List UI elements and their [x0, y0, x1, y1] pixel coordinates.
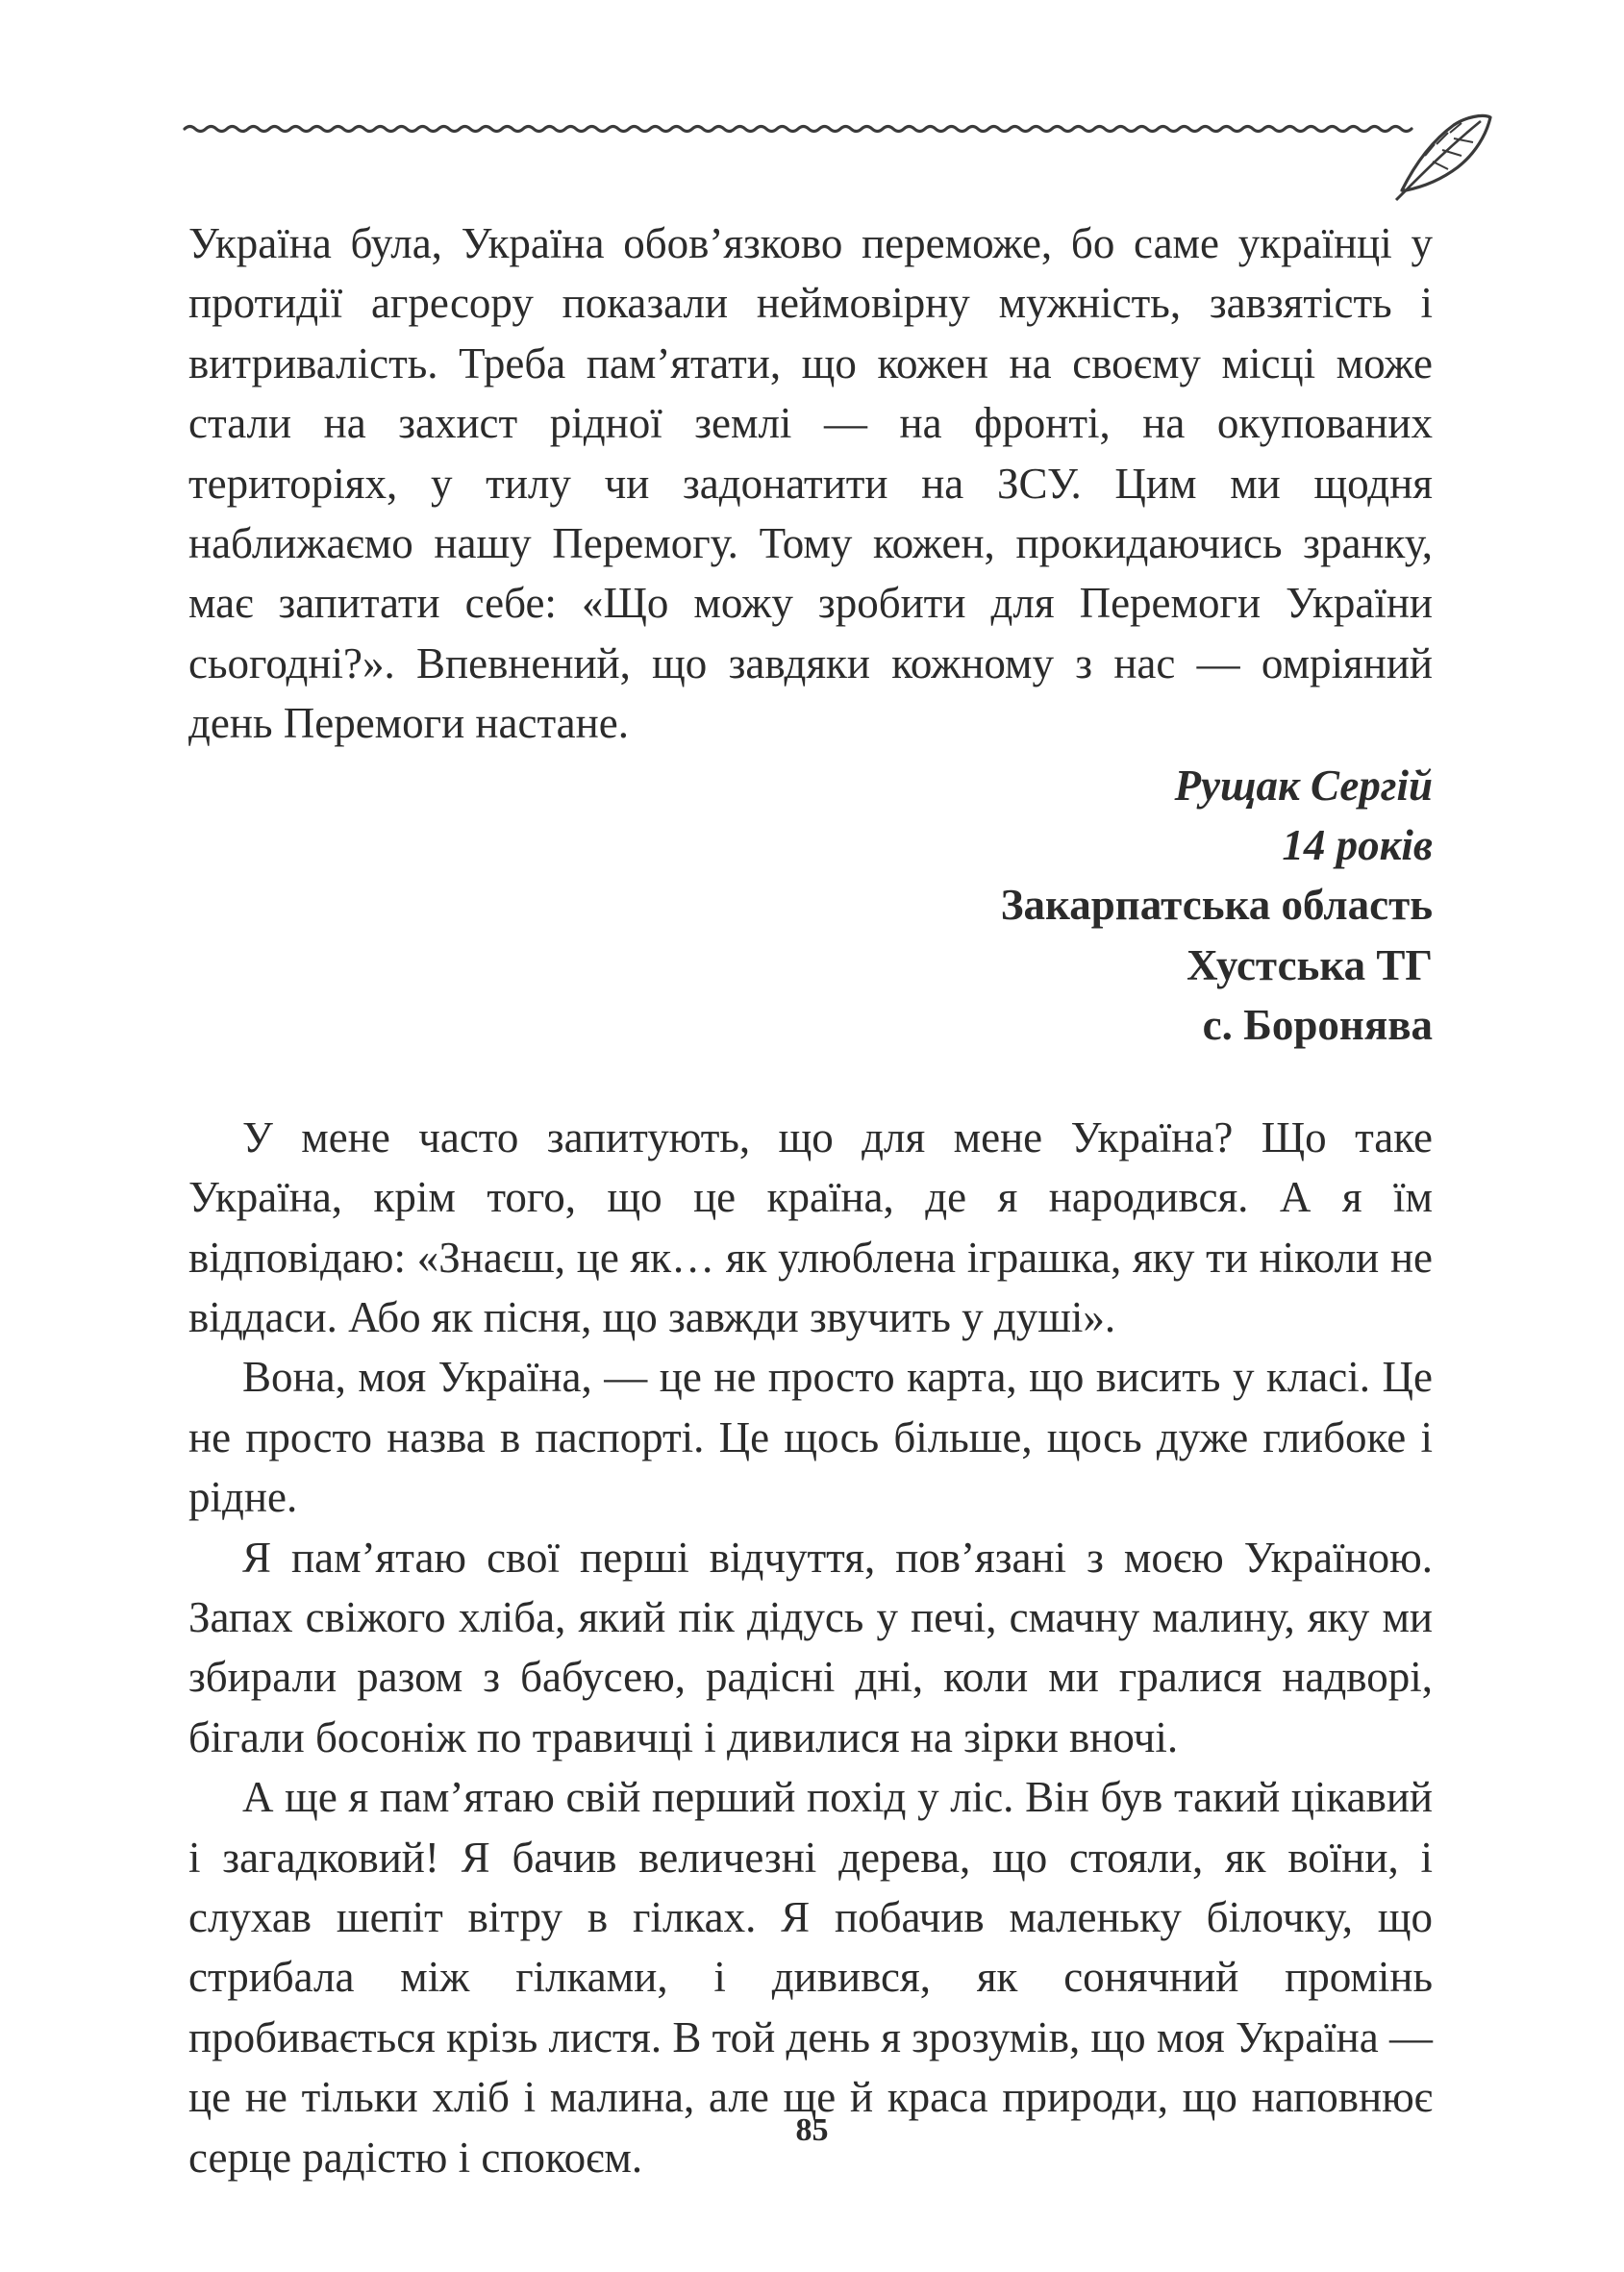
author-region: Закарпатська область [1000, 881, 1433, 930]
first-article [188, 213, 1433, 754]
author-age: 14 років [1282, 821, 1433, 870]
wavy-line [185, 127, 1412, 132]
paragraph: Я пам’ятаю свої перші відчуття, пов’язані з моєю Україною. Запах свіжого хліба, який пік дідусь у печі, смачну малину, яку ми збирали разом з бабусею, радісні дні, коли ми гралися надворі, бігали босоніж по травичці і дивилися на зірки вночі. [188, 1533, 1433, 1761]
wavy-ornament [183, 106, 1500, 202]
paragraph: Вона, моя Україна, — це не просто карта, що висить у класі. Це не просто назва в паспорті. Це щось більше, щось дуже глибоке і рідне. [188, 1353, 1433, 1522]
page-number: 85 [795, 2112, 829, 2148]
second-article [188, 1108, 1433, 2187]
author-name: Рущак Сергій [1174, 761, 1433, 810]
author-village: с. Боронява [1202, 1001, 1433, 1050]
paragraph: У мене часто запитують, що для мене Україна? Що таке Україна, крім того, що це країна, де я народився. А я їм відповідаю: «Знаєш, це як… як улюблена іграшка, яку ти ніколи не віддаси. Або як пісня, що завжди звучить у душі». [188, 1112, 1433, 1341]
paragraph: Україна була, Україна обов’язково переможе, бо саме українці у протидії агресору показали неймовірну мужність, завзятість і витривалість. Треба пам’ятати, що кожен на своєму місці може стали на захист рідної землі — на фронті, на окупованих територіях, у тилу чи задонатити на ЗСУ. Цим ми щодня наближаємо нашу Перемогу. Тому кожен, прокидаючись зранку, має запитати себе: «Що можу зробити для Перемоги України сьогодні?». Впевнений, що завдяки кожному з нас — омріяний день Перемоги настане. [188, 219, 1433, 748]
page-content [188, 213, 1433, 2187]
author-signature [188, 756, 1433, 1056]
author-community: Хустська ТГ [1187, 940, 1433, 989]
paragraph: А ще я пам’ятаю свій перший похід у ліс. Він був такий цікавий і загадковий! Я бачив величезні дерева, що стояли, як воїни, і слухав шепіт вітру в гілках. Я побачив маленьку білочку, що стрибала між гілками, і дивився, як сонячний промінь пробивається крізь листя. В той день я зрозумів, що моя Україна — це не тільки хліб і малина, але ще й краса природи, що наповнює серце радістю і спокоєм. [188, 1773, 1433, 2182]
